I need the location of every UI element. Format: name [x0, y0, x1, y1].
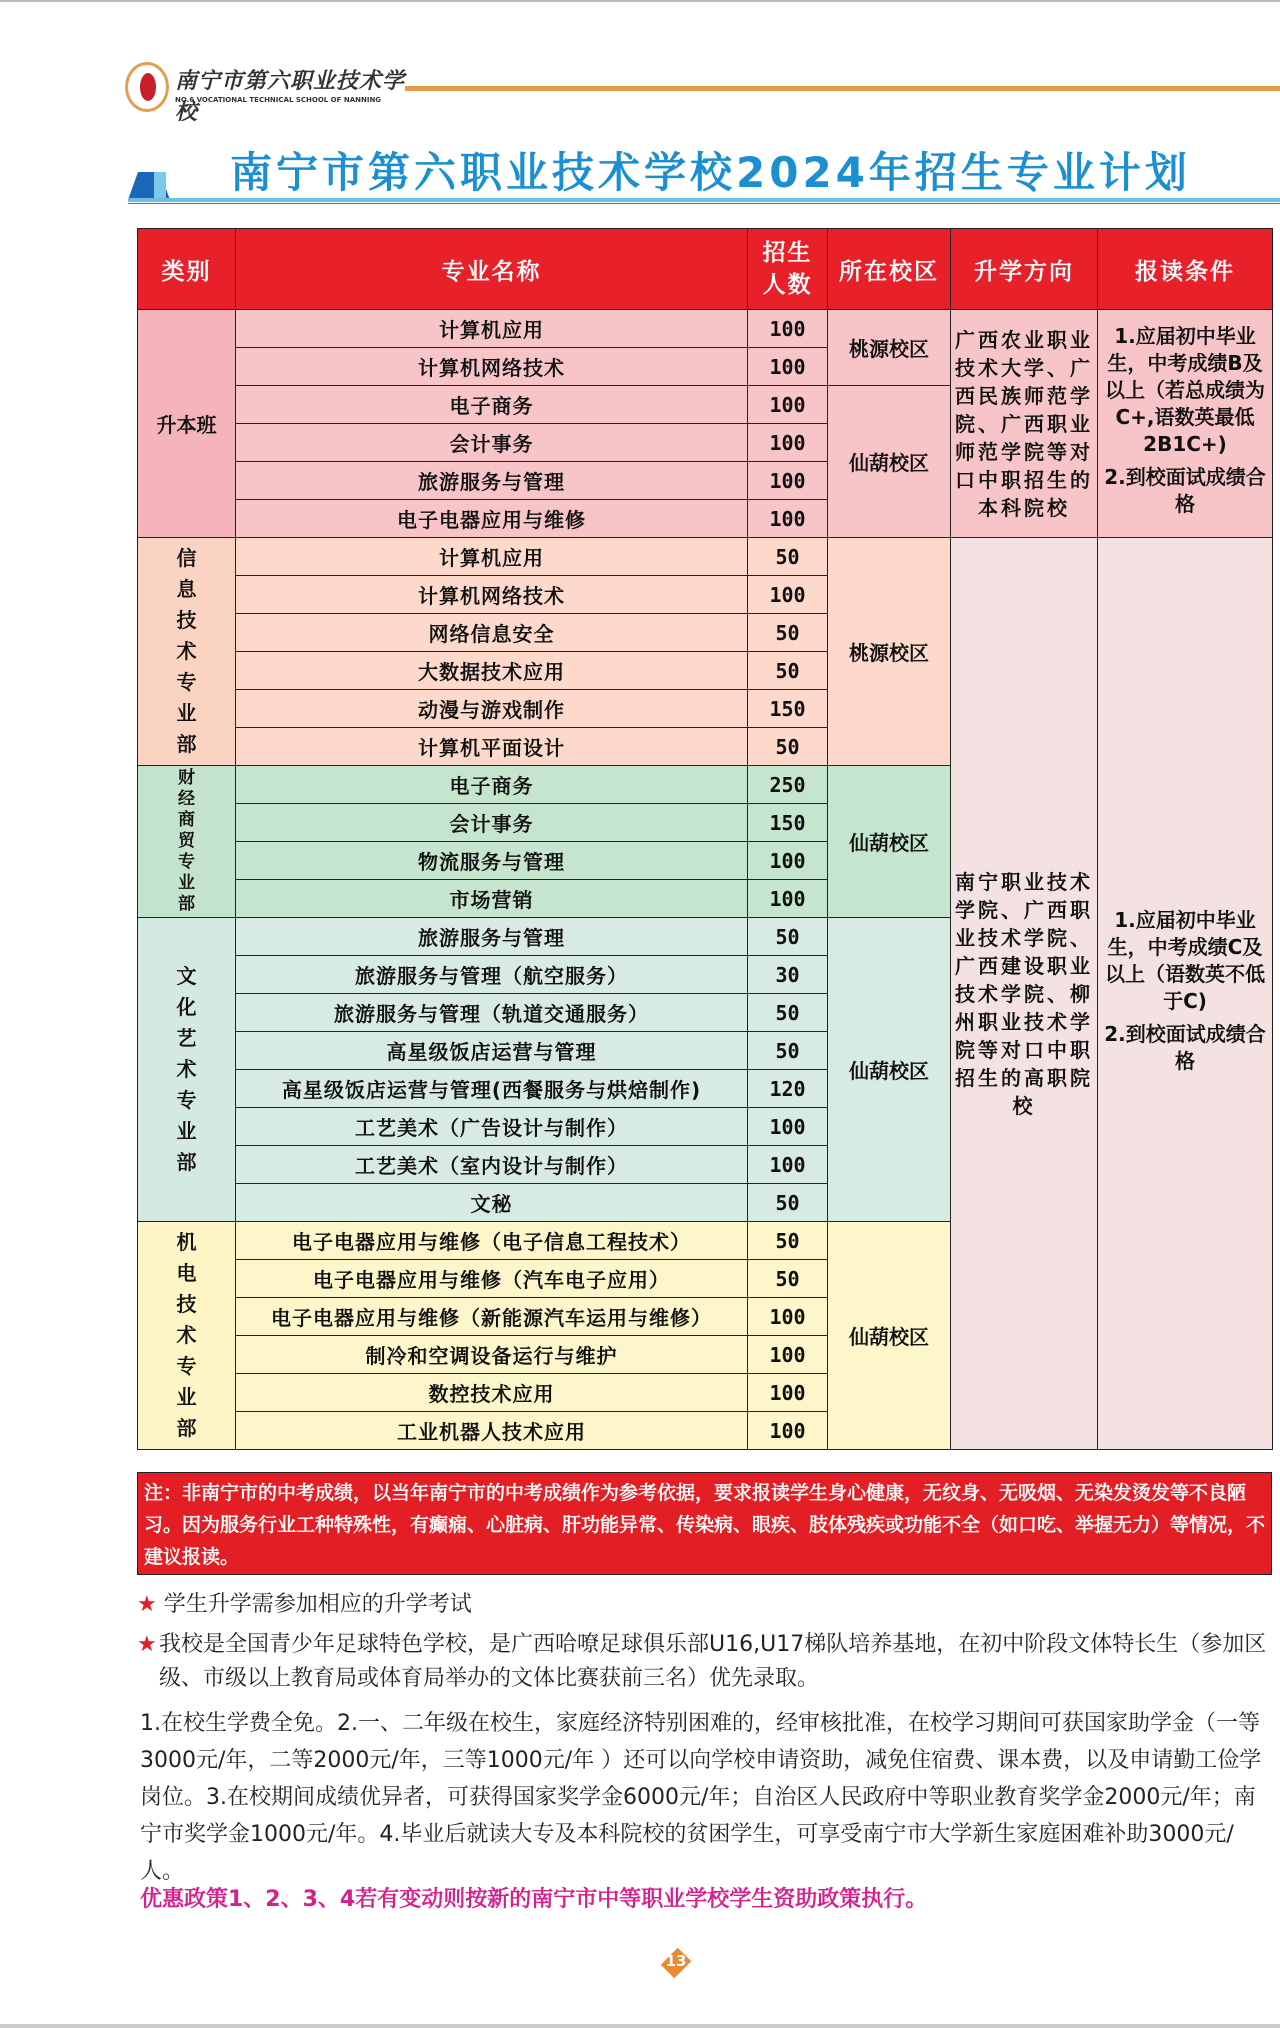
enrollment-count: 50 [748, 1184, 828, 1222]
enrollment-count: 50 [748, 1222, 828, 1260]
enrollment-count: 30 [748, 956, 828, 994]
major-name: 工艺美术（室内设计与制作） [236, 1146, 748, 1184]
star-icon: ★ [137, 1632, 157, 1657]
column-header-category: 类别 [138, 229, 236, 310]
major-name: 电子电器应用与维修（汽车电子应用） [236, 1260, 748, 1298]
enrollment-plan-table [137, 228, 1273, 1450]
column-header-campus: 所在校区 [828, 229, 951, 310]
enrollment-count: 50 [748, 538, 828, 576]
school-logo [125, 60, 406, 125]
title-underline [128, 203, 1280, 204]
major-name: 计算机网络技术 [236, 576, 748, 614]
enrollment-count: 100 [748, 1374, 828, 1412]
enrollment-count: 150 [748, 804, 828, 842]
top-border [0, 0, 1280, 2]
further-study-direction: 广西农业职业技术大学、广西民族师范学院、广西职业师范学院等对口中职招生的本科院校 [951, 310, 1098, 538]
bottom-border [0, 2024, 1280, 2028]
school-emblem-icon [125, 62, 169, 112]
major-name: 高星级饭店运营与管理(西餐服务与烘焙制作) [236, 1070, 748, 1108]
table-note: 注：非南宁市的中考成绩，以当年南宁市的中考成绩作为参考依据，要求报读学生身心健康，无纹身、无吸烟、无染发烫发等不良陋习。因为服务行业工种特殊性，有癫痫、心脏病、肝功能异常、传染病、眼疾、肢体残疾或功能不全（如口吃、举握无力）等情况，不建议报读。 [137, 1472, 1272, 1575]
notice-football [137, 1628, 1277, 1696]
enrollment-count: 100 [748, 1108, 828, 1146]
condition-item: 2.到校面试成绩合格 [1104, 465, 1266, 516]
major-name: 制冷和空调设备运行与维护 [236, 1336, 748, 1374]
star-icon: ★ [137, 1592, 157, 1617]
logo-chinese-name: 南宁市第六职业技术学校 [175, 68, 406, 125]
title-underline [128, 198, 1280, 202]
admission-conditions [1098, 310, 1273, 538]
enrollment-count: 50 [748, 728, 828, 766]
major-name: 工艺美术（广告设计与制作） [236, 1108, 748, 1146]
category-cell [138, 766, 236, 918]
major-name: 网络信息安全 [236, 614, 748, 652]
major-name: 计算机平面设计 [236, 728, 748, 766]
major-name: 计算机网络技术 [236, 348, 748, 386]
header-divider [405, 86, 1280, 91]
campus-cell: 仙葫校区 [828, 386, 951, 538]
major-name: 市场营销 [236, 880, 748, 918]
major-name: 电子电器应用与维修（新能源汽车运用与维修） [236, 1298, 748, 1336]
enrollment-count: 100 [748, 880, 828, 918]
category-label: 信息技术专业部 [176, 546, 197, 756]
notice-football-text: 我校是全国青少年足球特色学校，是广西哈嘹足球俱乐部U16,U17梯队培养基地，在初中阶段文体特长生（参加区级、市级以上教育局或体育局举办的文体比赛获前三名）优先录取。 [159, 1632, 1267, 1691]
major-name: 物流服务与管理 [236, 842, 748, 880]
category-label: 文化艺术专业部 [176, 964, 197, 1174]
campus-cell: 仙葫校区 [828, 918, 951, 1222]
enrollment-count: 100 [748, 500, 828, 538]
page-title: 南宁市第六职业技术学校2024年招生专业计划 [230, 148, 1191, 197]
major-name: 会计事务 [236, 804, 748, 842]
category-label: 升本班 [156, 413, 217, 437]
major-name: 旅游服务与管理（航空服务） [236, 956, 748, 994]
condition-item: 2.到校面试成绩合格 [1104, 1021, 1266, 1073]
category-cell [138, 310, 236, 538]
campus-cell: 仙葫校区 [828, 1222, 951, 1450]
major-name: 数控技术应用 [236, 1374, 748, 1412]
policy-text: 1.在校生学费全免。2.一、二年级在校生，家庭经济特别困难的，经审核批准，在校学习期间可获国家助学金（一等3000元/年，二等2000元/年，三等1000元/年 ）还可以向学校申请资助，减免住宿费、课本费，以及申请勤工俭学岗位。3.在校期间成绩优异者，可获得国家奖学金6000元/年；自治区人民政府中等职业教育奖学金2000元/年；南宁市奖学金1000元/年。4.毕业后就读大专及本科院校的贫困学生，可享受南宁市大学新生家庭困难补助3000元/人。 [140, 1711, 1262, 1884]
enrollment-count: 50 [748, 918, 828, 956]
major-name: 会计事务 [236, 424, 748, 462]
column-header-count [748, 229, 828, 310]
major-name: 旅游服务与管理 [236, 918, 748, 956]
major-name: 动漫与游戏制作 [236, 690, 748, 728]
major-name: 计算机应用 [236, 310, 748, 348]
major-name: 电子电器应用与维修（电子信息工程技术） [236, 1222, 748, 1260]
policy-change-text: 优惠政策1、2、3、4若有变动则按新的南宁市中等职业学校学生资助政策执行。 [140, 1887, 928, 1912]
title-decoration [154, 172, 166, 200]
major-name: 旅游服务与管理 [236, 462, 748, 500]
enrollment-count: 100 [748, 1146, 828, 1184]
count-header-text: 招生人数 [762, 240, 813, 298]
column-header-direction: 升学方向 [951, 229, 1098, 310]
further-study-direction: 南宁职业技术学院、广西职业技术学院、广西建设职业技术学院、柳州职业技术学院等对口中职招生的高职院校 [951, 538, 1098, 1450]
table-row [138, 310, 1273, 348]
major-name: 高星级饭店运营与管理 [236, 1032, 748, 1070]
major-name: 工业机器人技术应用 [236, 1412, 748, 1450]
enrollment-count: 250 [748, 766, 828, 804]
major-name: 电子商务 [236, 766, 748, 804]
page-number-text: 13 [665, 1952, 687, 1970]
enrollment-count: 100 [748, 1298, 828, 1336]
enrollment-count: 100 [748, 386, 828, 424]
enrollment-count: 100 [748, 842, 828, 880]
enrollment-count: 100 [748, 576, 828, 614]
enrollment-count: 100 [748, 348, 828, 386]
notice-exam [137, 1588, 472, 1622]
condition-item: 1.应届初中毕业生，中考成绩C及以上（语数英不低于C) [1105, 907, 1265, 1013]
major-name: 计算机应用 [236, 538, 748, 576]
enrollment-count: 100 [748, 310, 828, 348]
enrollment-count: 100 [748, 424, 828, 462]
enrollment-count: 50 [748, 1032, 828, 1070]
category-label: 机电技术专业部 [176, 1230, 197, 1440]
column-header-major: 专业名称 [236, 229, 748, 310]
enrollment-count: 120 [748, 1070, 828, 1108]
enrollment-count: 50 [748, 652, 828, 690]
category-cell [138, 538, 236, 766]
enrollment-count: 150 [748, 690, 828, 728]
major-name: 文秘 [236, 1184, 748, 1222]
major-name: 大数据技术应用 [236, 652, 748, 690]
admission-conditions [1098, 538, 1273, 1450]
enrollment-count: 100 [748, 1412, 828, 1450]
major-name: 电子商务 [236, 386, 748, 424]
enrollment-count: 50 [748, 994, 828, 1032]
notice-exam-text: 学生升学需参加相应的升学考试 [163, 1592, 472, 1617]
table-header-row [138, 229, 1273, 310]
category-label: 财经商贸专业部 [178, 768, 195, 914]
major-name: 电子电器应用与维修 [236, 500, 748, 538]
major-name: 旅游服务与管理（轨道交通服务） [236, 994, 748, 1032]
enrollment-count: 50 [748, 614, 828, 652]
column-header-conditions: 报读条件 [1098, 229, 1273, 310]
table-body [138, 310, 1273, 1450]
page-number [662, 1946, 690, 1980]
category-cell [138, 1222, 236, 1450]
condition-item: 1.应届初中毕业生，中考成绩B及以上（若总成绩为C+,语数英最低2B1C+) [1105, 324, 1265, 456]
enrollment-count: 100 [748, 462, 828, 500]
category-cell [138, 918, 236, 1222]
logo-english-name: NO.6 VOCATIONAL TECHNICAL SCHOOL OF NANNING [175, 96, 382, 104]
enrollment-count: 50 [748, 1260, 828, 1298]
table-row [138, 538, 1273, 576]
enrollment-count: 100 [748, 1336, 828, 1374]
campus-cell: 桃源校区 [828, 538, 951, 766]
campus-cell: 桃源校区 [828, 310, 951, 386]
campus-cell: 仙葫校区 [828, 766, 951, 918]
